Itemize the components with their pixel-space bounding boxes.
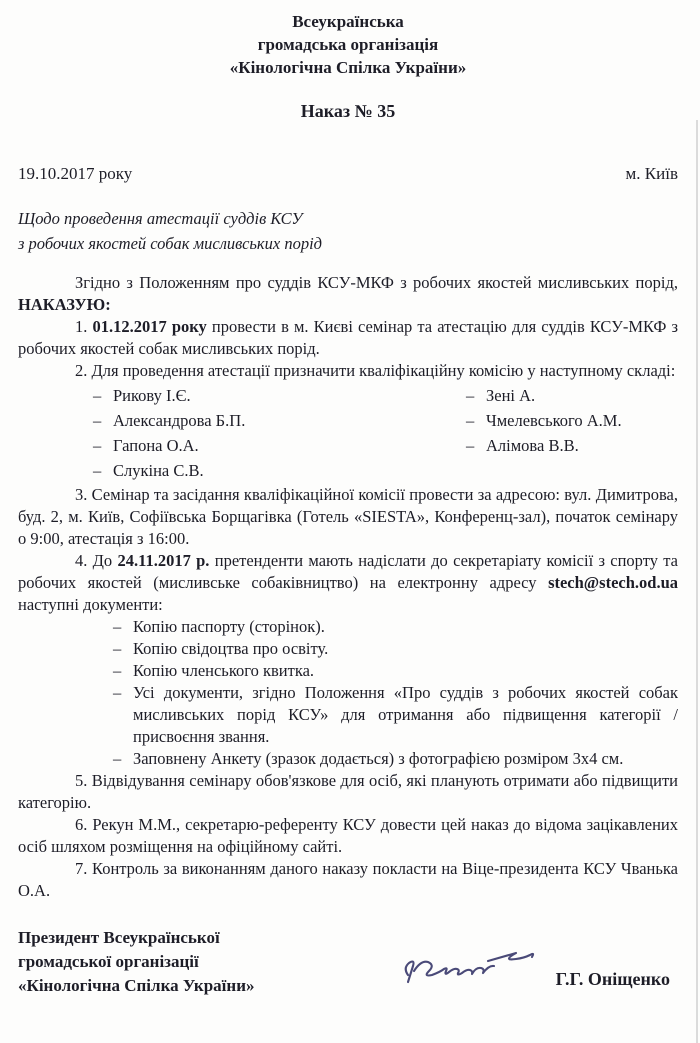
paragraph-3: 3. Семінар та засідання кваліфікаційної комісії провести за адресою: вул. Димитрова, буд. 2, м. Київ, Софіївська Борщагівка (Готель «SIESTA», Конференц-зал), початок семінару о 9:00, атестація з 16:00.: [18, 485, 678, 548]
commission-list: [18, 383, 678, 483]
signer-title-line-3: «Кінологічна Спілка України»: [18, 976, 255, 995]
commission-member: – Гапона О.А.: [113, 433, 448, 458]
paragraph-1: [18, 316, 678, 360]
p4-deadline-date: 24.11.2017 р.: [117, 551, 210, 570]
p4-text: претенденти мають надіслати до секретаріату комісії з спорту та робочих якостей (мисливське собаківництво) на електронну адресу: [18, 551, 678, 592]
document-item: – Усі документи, згідно Положення «Про суддів з робочих якостей собак мисливських порід КСУ» для отримання або підвищення категорії / присвоєння звання.: [113, 683, 678, 746]
commission-column-left: [18, 383, 448, 483]
required-documents-list: [18, 616, 678, 770]
commission-member: – Слукіна С.В.: [113, 458, 448, 483]
order-title: Наказ № 35: [300, 101, 396, 121]
org-line-3: «Кінологічна Спілка України»: [229, 58, 467, 77]
commission-member: – Чмелевського А.М.: [486, 408, 678, 433]
paragraph-2: 2. Для проведення атестації призначити кваліфікаційну комісію у наступному складі:: [75, 361, 676, 380]
intro-text: Згідно з Положенням про суддів КСУ-МКФ з робочих якостей мисливських порід,: [75, 273, 678, 292]
commission-member: – Александрова Б.П.: [113, 408, 448, 433]
org-line-2: громадська організація: [257, 35, 439, 54]
signature-block: [18, 926, 678, 998]
document-item: – Копію членського квитка.: [113, 661, 315, 680]
order-subject: [18, 206, 678, 256]
paragraph-4: [18, 550, 678, 616]
signer-title: [18, 926, 373, 998]
p1-number: 1.: [75, 317, 93, 336]
commission-member: – Зені А.: [486, 383, 678, 408]
paragraph-5: 5. Відвідування семінару обов'язкове для осіб, які планують отримати або підвищити категорію.: [18, 771, 678, 812]
p4-email: stech@stech.od.ua: [548, 573, 678, 592]
p1-text: провести в м. Києві семінар та атестацію для суддів КСУ-МКФ з робочих якостей собак мисливських порід.: [18, 317, 678, 358]
paragraph-7: 7. Контроль за виконанням даного наказу покласти на Віце-президента КСУ Чванька О.А.: [18, 859, 678, 900]
dash-bullet: –: [113, 683, 122, 702]
commission-column-right: [448, 383, 678, 483]
paragraph-6: 6. Рекун М.М., секретарю-референту КСУ довести цей наказ до відома зацікавлених осіб шляхом розміщення на офіційному сайті.: [18, 815, 678, 856]
dash-bullet: –: [93, 461, 102, 480]
subject-line-2: з робочих якостей собак мисливських порід: [18, 234, 323, 253]
dash-bullet: –: [113, 617, 122, 636]
document-item: – Копію паспорту (сторінок).: [113, 617, 325, 636]
signer-title-line-1: Президент Всеукраїнської: [18, 928, 220, 947]
order-city: м. Київ: [625, 164, 678, 183]
dash-bullet: –: [113, 749, 122, 768]
p4-number: 4. До: [75, 551, 118, 570]
dash-bullet: –: [113, 639, 122, 658]
intro-paragraph: [18, 272, 678, 316]
org-line-1: Всеукраїнська: [292, 12, 404, 31]
dash-bullet: –: [466, 411, 475, 430]
p1-date: 01.12.2017 року: [92, 317, 207, 336]
dash-bullet: –: [113, 661, 122, 680]
dash-bullet: –: [466, 386, 475, 405]
intro-keyword: НАКАЗУЮ:: [18, 295, 111, 314]
commission-member: – Алімова В.В.: [486, 433, 678, 458]
dash-bullet: –: [93, 386, 102, 405]
organization-header: [18, 10, 678, 79]
order-body: [18, 272, 678, 902]
order-date: 19.10.2017 року: [18, 164, 133, 183]
handwritten-signature: [398, 943, 538, 992]
subject-line-1: Щодо проведення атестації суддів КСУ: [18, 209, 303, 228]
signer-title-line-2: громадської організації: [18, 952, 199, 971]
date-city-row: [18, 164, 678, 184]
document-item: – Заповнену Анкету (зразок додається) з фотографією розміром 3х4 см.: [113, 749, 624, 768]
commission-member: – Рикову І.Є.: [113, 383, 448, 408]
dash-bullet: –: [93, 411, 102, 430]
document-item: – Копію свідоцтва про освіту.: [113, 639, 329, 658]
p4-tail: наступні документи:: [18, 595, 163, 614]
dash-bullet: –: [93, 436, 102, 455]
dash-bullet: –: [466, 436, 475, 455]
scan-edge-artifact: [696, 120, 698, 1043]
signer-name: Г.Г. Оніщенко: [555, 969, 670, 989]
